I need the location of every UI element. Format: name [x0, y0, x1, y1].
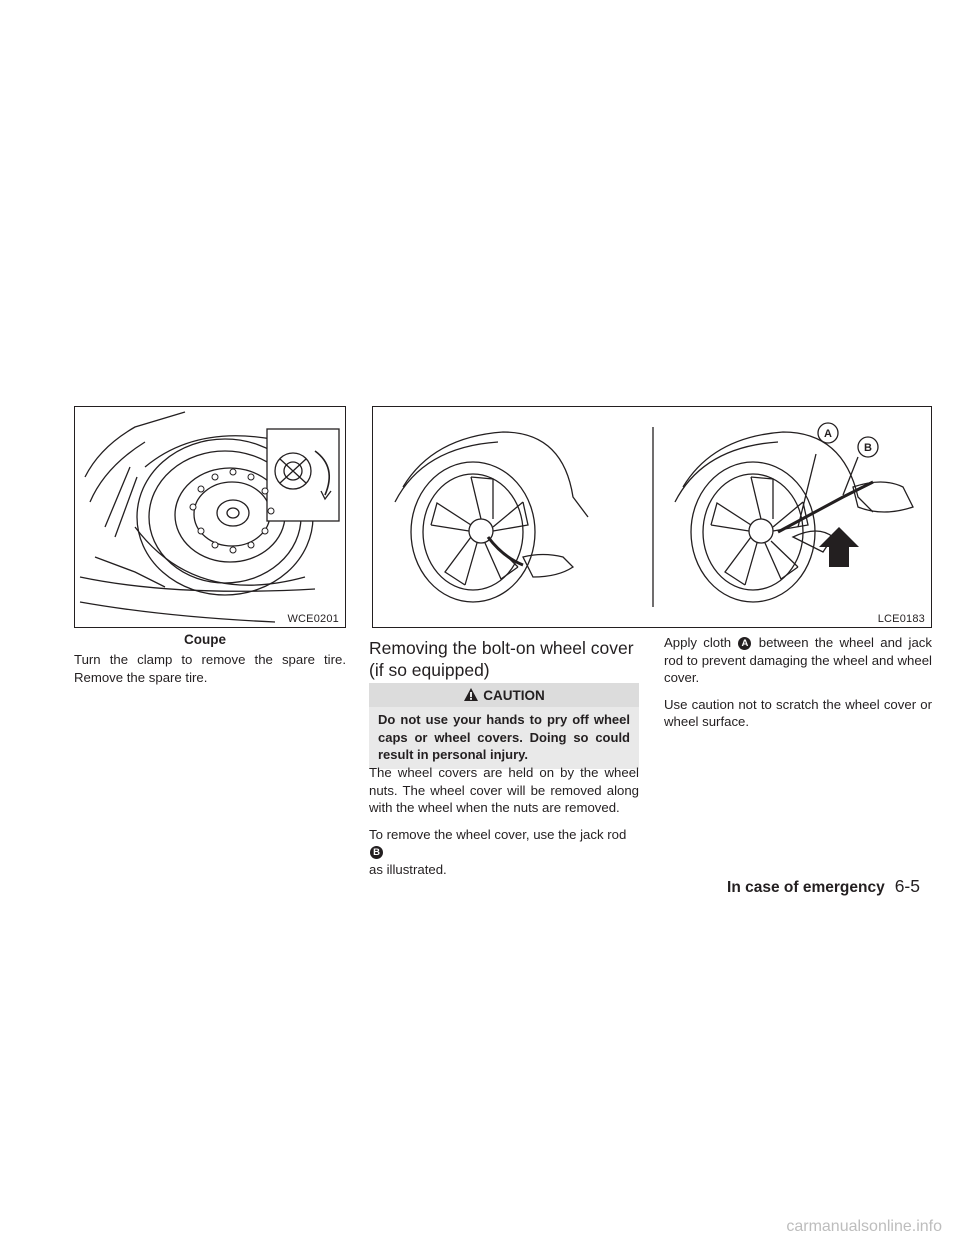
marker-b-icon: B: [370, 846, 383, 859]
warning-icon: [463, 687, 479, 703]
spare-tire-figure: [74, 406, 346, 628]
paragraph: Use caution not to scratch the wheel cover or wheel surface.: [664, 696, 932, 730]
column-2: [369, 764, 639, 888]
caution-box: [369, 683, 639, 769]
wheel-cover-figure: [372, 406, 932, 628]
paragraph: Turn the clamp to remove the spare tire. Remove the spare tire.: [74, 652, 346, 685]
page-footer: [727, 876, 920, 897]
label-a: A: [824, 428, 832, 440]
paragraph: Apply cloth A between the wheel and jack rod to prevent damaging the wheel and wheel cover.: [664, 635, 932, 686]
section-title: In case of emergency: [727, 879, 885, 896]
figure-caption: Coupe: [184, 632, 226, 647]
figure-code: LCE0183: [877, 613, 925, 625]
marker-a-icon: A: [738, 637, 751, 650]
page-number: 6-5: [894, 876, 920, 896]
caution-title: CAUTION: [483, 687, 545, 703]
paragraph: The wheel covers are held on by the wheel nuts. The wheel cover will be removed along with the wheel when the nuts are removed.: [369, 765, 639, 816]
wheel-cover-removal-illustration: [373, 407, 931, 627]
caution-text: Do not use your hands to pry off wheel caps or wheel covers. Doing so could result in personal injury.: [369, 707, 639, 769]
figure-code: WCE0201: [287, 613, 339, 625]
paragraph: To remove the wheel cover, use the jack rod B as illustrated.: [369, 826, 627, 877]
spare-tire-illustration: [75, 407, 345, 627]
caution-header: [369, 683, 639, 707]
column-3: [664, 634, 932, 740]
watermark: carmanualsonline.info: [786, 1218, 942, 1235]
section-heading: Removing the bolt-on wheel cover (if so equipped): [369, 638, 634, 680]
label-b: B: [864, 442, 872, 454]
column-1: [74, 651, 346, 695]
